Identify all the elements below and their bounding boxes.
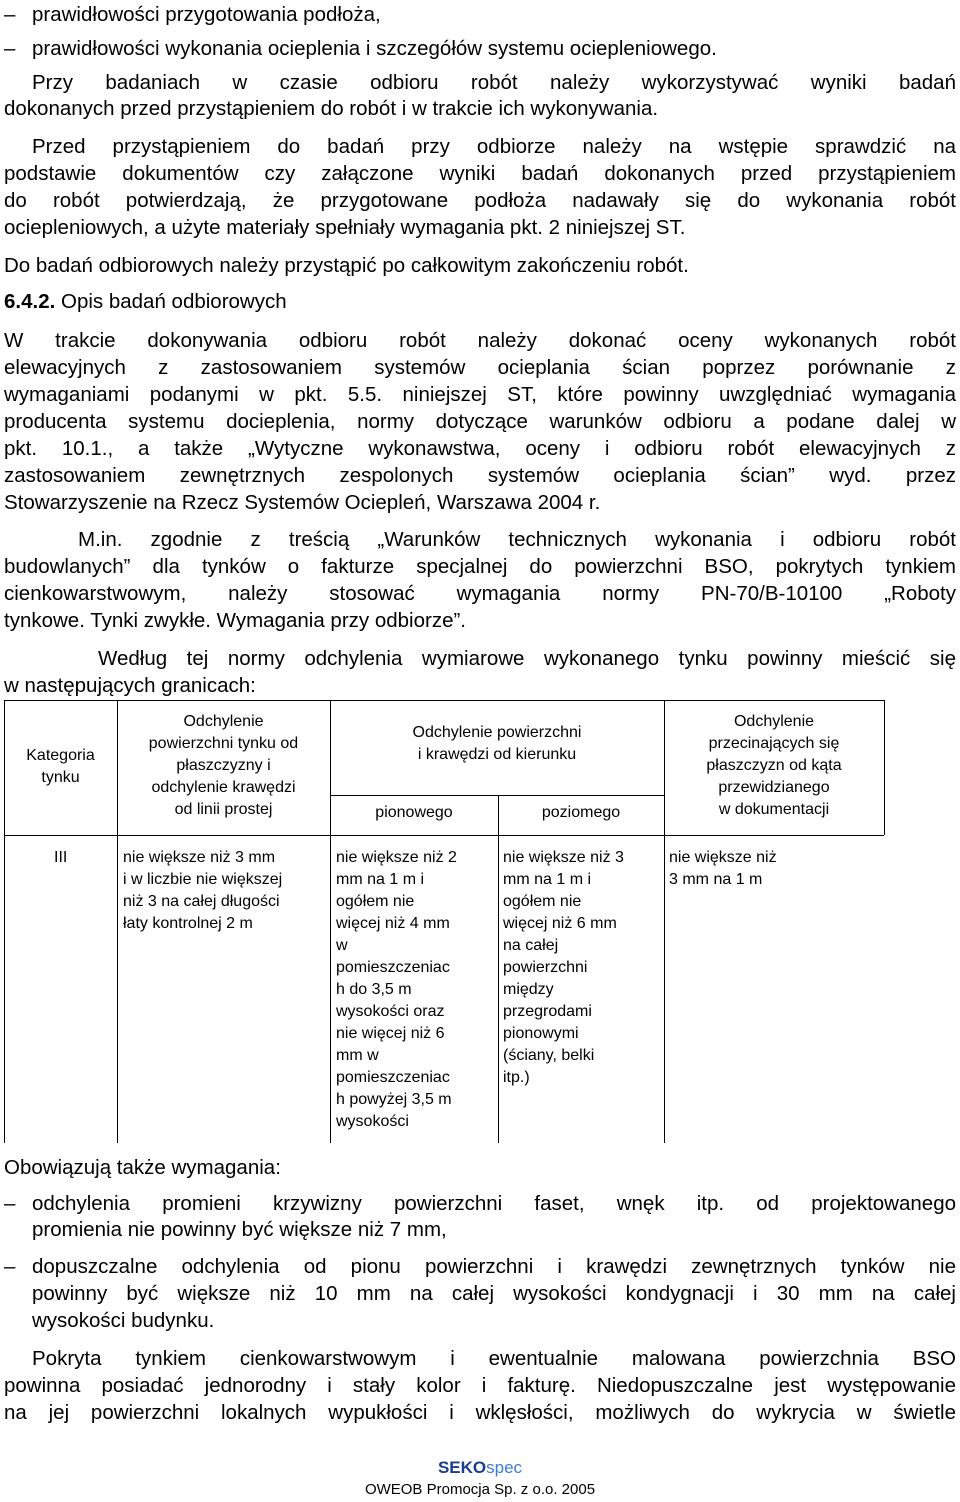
paragraph-line: tynkowe. Tynki zwykłe. Wymagania przy odbiorze”. [4, 609, 467, 632]
cell-angle [669, 847, 777, 891]
cell-line: mm w [336, 1047, 379, 1064]
table-border [330, 795, 664, 796]
cell-line: nie większe niż 3 mm [123, 849, 276, 866]
cell-line: przegrodami [503, 1003, 592, 1020]
logo-part-bold: SEKO [437, 1458, 487, 1477]
tolerance-table [4, 700, 884, 1143]
dash-marker: – [4, 3, 16, 26]
list-item: prawidłowości wykonania ocieplenia i szczegółów systemu ociepleniowego. [32, 37, 717, 60]
paragraph-line: Obowiązują także wymagania: [4, 1156, 281, 1179]
paragraph-line: podstawie dokumentów czy załączone wyniki badań dokonanych przed przystąpieniem [4, 162, 956, 185]
paragraph-line: Do badań odbiorowych należy przystąpić po całkowitym zakończeniu robót. [4, 254, 689, 277]
cell-line: pomieszczeniac [336, 959, 450, 976]
header-direction [330, 722, 664, 766]
header-line: tynku [41, 769, 80, 786]
cell-planarity [123, 847, 282, 935]
list-item: prawidłowości przygotowania podłoża, [32, 3, 381, 26]
cell-line: nie większe niż [669, 849, 777, 866]
table-border [498, 795, 499, 1143]
header-category [4, 745, 117, 789]
cell-line: niż 3 na całej długości [123, 893, 280, 910]
paragraph-line: do robót potwierdzają, że przygotowane podłoża nadawały się do wykonania robót [4, 189, 956, 212]
paragraph-line: pkt. 10.1., a także „Wytyczne wykonawstwa, oceny i odbioru robót elewacyjnych z [4, 437, 956, 460]
cell-line: pionowymi [503, 1025, 579, 1042]
table-border [884, 700, 885, 835]
cell-line: nie więcej niż 6 [336, 1025, 445, 1042]
footer-logo [0, 1458, 960, 1478]
cell-line: między [503, 981, 554, 998]
header-horizontal: poziomego [541, 804, 621, 821]
paragraph-line: producenta systemu docieplenia, normy dotyczące warunków odbioru a podane dalej w [4, 410, 956, 433]
cell-line: łaty kontrolnej 2 m [123, 915, 253, 932]
header-line: Kategoria [26, 747, 95, 764]
cell-line: wysokości [336, 1113, 409, 1130]
paragraph-line: dokonanych przed przystąpieniem do robót i w trakcie ich wykonywania. [4, 97, 659, 120]
header-line: płaszczyzn od kąta [706, 757, 842, 774]
cell-line: mm na 1 m i [336, 871, 425, 888]
cell-line: wysokości oraz [336, 1003, 445, 1020]
paragraph-line: wymaganiami podanymi w pkt. 5.5. niniejszej ST, które powinny uwzględniać wymagania [4, 383, 956, 406]
header-planarity [117, 711, 330, 821]
cell-line: więcej niż 4 mm [336, 915, 450, 932]
header-line: w dokumentacji [718, 801, 830, 818]
cell-line: nie większe niż 3 [503, 849, 624, 866]
cell-horizontal [503, 847, 624, 1089]
list-item: promienia nie powinny być większe niż 7 mm, [32, 1218, 447, 1241]
cell-line: i w liczbie nie większej [123, 871, 283, 888]
paragraph-line: Pokryta tynkiem cienkowarstwowym i ewentualnie malowana powierzchnia BSO [32, 1347, 956, 1370]
cell-line: itp.) [503, 1069, 530, 1086]
cell-line: pomieszczeniac [336, 1069, 450, 1086]
header-line: odchylenie krawędzi [151, 779, 296, 796]
row-category: III [54, 849, 68, 866]
cell-line: h do 3,5 m [336, 981, 412, 998]
cell-line: więcej niż 6 mm [503, 915, 617, 932]
header-line: Odchylenie powierzchni [412, 724, 582, 741]
logo-part-light: spec [486, 1458, 523, 1477]
footer-company: OWEOB Promocja Sp. z o.o. 2005 [364, 1481, 596, 1498]
cell-line: w [336, 937, 348, 954]
header-line: Odchylenie [183, 713, 264, 730]
paragraph-line: W trakcie dokonywania odbioru robót należy dokonać oceny wykonanych robót [4, 329, 956, 352]
paragraph-line: elewacyjnych z zastosowaniem systemów ocieplania ścian poprzez porównanie z [4, 356, 956, 379]
dash-marker: – [4, 37, 16, 60]
cell-line: 3 mm na 1 m [669, 871, 763, 888]
header-line: powierzchni tynku od [148, 735, 299, 752]
list-item: powinny być większe niż 10 mm na całej wysokości kondygnacji i 30 mm na całej [32, 1282, 956, 1305]
cell-line: h powyżej 3,5 m [336, 1091, 452, 1108]
cell-vertical [336, 847, 457, 1133]
paragraph-line: Przed przystąpieniem do badań przy odbiorze należy na wstępie sprawdzić na [32, 135, 956, 158]
cell-line: mm na 1 m i [503, 871, 592, 888]
paragraph-line: ociepleniowych, a użyte materiały spełniały wymagania pkt. 2 niniejszej ST. [4, 216, 686, 239]
paragraph-line: powinna posiadać jednorodny i stały kolor i fakturę. Niedopuszczalne jest występowanie [4, 1374, 956, 1397]
paragraph-line: cienkowarstwowym, należy stosować wymagania normy PN-70/B-10100 „Roboty [4, 582, 956, 605]
table-border [330, 700, 331, 1143]
header-angle [664, 711, 884, 821]
table-border [4, 835, 884, 836]
paragraph-line: M.in. zgodnie z treścią „Warunków technicznych wykonania i odbioru robót [78, 528, 956, 551]
paragraph-line: Przy badaniach w czasie odbioru robót należy wykorzystywać wyniki badań [32, 71, 956, 94]
cell-line: na całej [503, 937, 559, 954]
table-border [4, 700, 884, 701]
heading-number: 6.4.2. [4, 290, 56, 313]
list-item: dopuszczalne odchylenia od pionu powierzchni i krawędzi zewnętrznych tynków nie [32, 1255, 956, 1278]
list-item: odchylenia promieni krzywizny powierzchni faset, wnęk itp. od projektowanego [32, 1192, 956, 1215]
dash-marker: – [4, 1255, 16, 1278]
cell-line: (ściany, belki [503, 1047, 595, 1064]
cell-line: ogółem nie [503, 893, 582, 910]
paragraph-line: na jej powierzchni lokalnych wypukłości i wklęsłości, możliwych do wykrycia w świetle [4, 1401, 956, 1424]
header-line: od linii prostej [174, 801, 273, 818]
header-line: Odchylenie [733, 713, 815, 730]
header-line: płaszczyzny i [176, 757, 271, 774]
paragraph-line: zastosowaniem zewnętrznych zespolonych systemów ocieplania ścian” wyd. przez [4, 464, 956, 487]
heading-text: Opis badań odbiorowych [61, 290, 287, 313]
header-line: i krawędzi od kierunku [417, 746, 577, 763]
paragraph-line: budowlanych” dla tynków o fakturze specjalnej do powierzchni BSO, pokrytych tynkiem [4, 555, 956, 578]
paragraph-line: w następujących granicach: [4, 674, 256, 697]
paragraph-line: Według tej normy odchylenia wymiarowe wykonanego tynku powinny mieścić się [98, 647, 956, 670]
header-line: przecinających się [708, 735, 840, 752]
list-item: wysokości budynku. [32, 1309, 215, 1332]
paragraph-line: Stowarzyszenie na Rzecz Systemów Ociepleń, Warszawa 2004 r. [4, 491, 601, 514]
cell-line: ogółem nie [336, 893, 415, 910]
cell-line: nie większe niż 2 [336, 849, 457, 866]
dash-marker: – [4, 1192, 16, 1215]
section-heading [4, 289, 956, 315]
header-line: przewidzianego [718, 779, 830, 796]
header-vertical: pionowego [375, 804, 453, 821]
cell-line: powierzchni [503, 959, 588, 976]
